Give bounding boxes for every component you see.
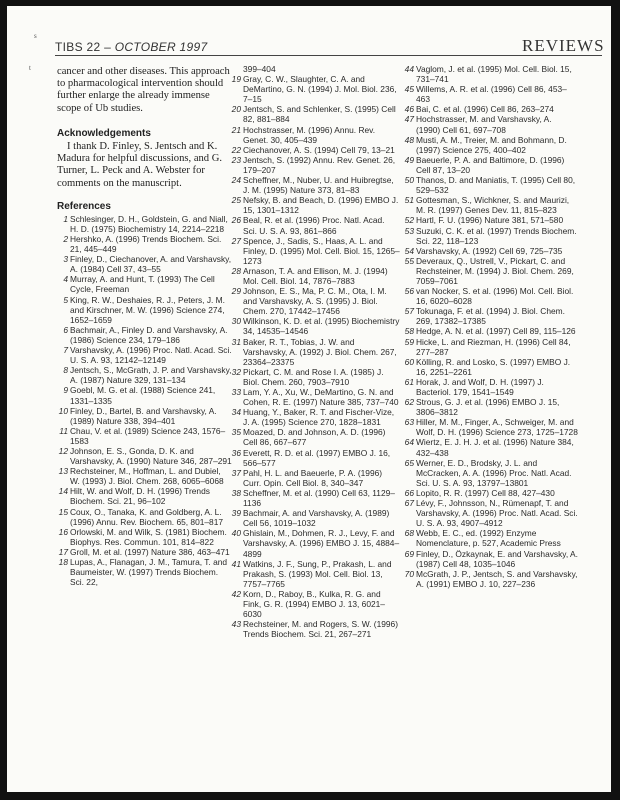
- reference-list: [403, 64, 578, 589]
- reference-number: 29: [231, 286, 241, 297]
- reference-text: Pahl, H. L. and Baeuerle, P. A. (1996) Curr. Opin. Cell Biol. 8, 340–347: [243, 467, 383, 488]
- reference-number: 55: [404, 255, 414, 266]
- reference-number: 23: [231, 154, 241, 165]
- reference-text: Lévy, F., Johnsson, N., Rümenapf, T. and Varshavsky, A. (1996) Proc. Natl. Acad. Sci. U. S. A. 93, 4907–4912: [416, 498, 578, 529]
- reference-number: 48: [404, 134, 414, 145]
- reference-text: Wilkinson, K. D. et al. (1995) Biochemistry 34, 14535–14546: [243, 316, 400, 337]
- reference-text: Baeuerle, P. A. and Baltimore, D. (1996) Cell 87, 13–20: [416, 154, 565, 175]
- reference-number: 65: [404, 457, 414, 468]
- reference-item: [403, 114, 578, 134]
- reference-number: 18: [58, 557, 68, 567]
- reference-item: [57, 486, 232, 506]
- reference-text: Webb, E. C., ed. (1992) Enzyme Nomenclature, p. 527, Academic Press: [416, 528, 561, 549]
- reference-text: Musti, A. M., Treier, M. and Bohmann, D. (1997) Science 275, 400–402: [416, 134, 567, 155]
- reference-number: 60: [404, 356, 414, 367]
- reference-item: [230, 195, 400, 215]
- header-rule: [55, 55, 600, 56]
- reference-item: [403, 155, 578, 175]
- reference-number: 38: [231, 487, 241, 498]
- reference-number: 15: [58, 506, 68, 517]
- reference-text: Pickart, C. M. and Rose I. A. (1985) J. Biol. Chem. 260, 7903–7910: [243, 366, 384, 387]
- reference-number: 51: [404, 195, 414, 206]
- reference-number: 59: [404, 336, 414, 347]
- reference-item: [57, 254, 232, 274]
- reference-number: 66: [404, 487, 414, 498]
- reference-number: 69: [404, 548, 414, 559]
- reference-item: [57, 547, 232, 557]
- reference-number: 56: [404, 286, 414, 297]
- reference-number: 35: [231, 427, 241, 438]
- reference-number: 16: [58, 526, 68, 537]
- reference-item: [57, 385, 232, 405]
- reference-text: McGrath, J. P., Jentsch, S. and Varshavsky, A. (1991) EMBO J. 10, 227–236: [416, 568, 578, 589]
- reference-number: 49: [404, 154, 414, 165]
- column-left: [57, 66, 232, 587]
- reference-number: 63: [404, 417, 414, 428]
- reference-item: [403, 549, 578, 569]
- reference-text: Scheffner, M. et al. (1990) Cell 63, 1129–1136: [243, 487, 395, 509]
- reference-item: [230, 215, 400, 235]
- reference-item: [57, 214, 232, 234]
- reference-text: Varshavsky, A. (1992) Cell 69, 725–735: [416, 245, 563, 256]
- margin-mark: t: [29, 64, 31, 72]
- reference-item: [230, 528, 400, 558]
- reference-text: Johnson, E. S., Gonda, D. K. and Varshavsky, A. (1990) Nature 346, 287–291: [70, 445, 232, 467]
- reference-number: 47: [404, 114, 414, 125]
- reference-item: [230, 74, 400, 104]
- reference-item: [403, 528, 578, 548]
- reference-text: Jentsch, S., McGrath, J. P. and Varshavsky, A. (1987) Nature 329, 131–134: [70, 365, 232, 386]
- reference-text: Groll, M. et al. (1997) Nature 386, 463–471: [70, 546, 230, 557]
- reference-item: [57, 345, 232, 365]
- reference-number: 32: [231, 366, 241, 377]
- reference-item: [403, 84, 578, 104]
- reference-number: 12: [58, 445, 68, 456]
- reference-number: 8: [63, 365, 68, 376]
- reference-text: Rechsteiner, M. and Rogers, S. W. (1996) Trends Biochem. Sci. 21, 267–271: [243, 619, 399, 640]
- reference-number: 42: [231, 588, 241, 599]
- reference-item: [57, 426, 232, 446]
- reference-text: Bachmair, A., Finley D. and Varshavsky, A. (1986) Science 234, 179–186: [70, 324, 228, 345]
- reference-text: Hershko, A. (1996) Trends Biochem. Sci. 21, 445–449: [70, 234, 222, 255]
- reference-item: [230, 488, 400, 508]
- reference-item: [230, 468, 400, 488]
- reference-number: 2: [63, 234, 68, 244]
- reference-number: 46: [404, 104, 414, 115]
- reference-number: 54: [404, 245, 414, 256]
- reference-number: 41: [231, 558, 241, 569]
- reference-text: King, R. W., Deshaies, R. J., Peters, J. M. and Kirschner, M. W. (1996) Science 274, 1652–1659: [70, 294, 225, 325]
- reference-text: Hiller, M. M., Finger, A., Schweiger, M. and Wolf, D. H. (1996) Science 273, 1725–1728: [416, 417, 578, 438]
- reference-text: Korn, D., Raboy, B., Kulka, R. G. and Fink, G. R. (1994) EMBO J. 13, 6021–6030: [243, 588, 385, 620]
- reference-item: [403, 357, 578, 377]
- reference-item: [57, 406, 232, 426]
- reference-item: [230, 589, 400, 619]
- reference-text: Hochstrasser, M. (1996) Annu. Rev. Genet. 30, 405–439: [243, 124, 376, 145]
- reference-item: [230, 559, 400, 589]
- reference-item: [57, 527, 232, 547]
- reference-text: Rechsteiner, M., Hoffman, L. and Dubiel, W. (1993) J. Biol. Chem. 268, 6065–6068: [70, 466, 224, 487]
- reference-item: [403, 246, 578, 256]
- reference-item: [230, 125, 400, 145]
- reference-text: Jentsch, S. (1992) Annu. Rev. Genet. 26, 179–207: [243, 154, 396, 175]
- acknowledgements-text: I thank D. Finley, S. Jentsch and K. Madura for helpful discussions, and G. Turner, L. Peck and A. Webster for comments on the manuscript.: [57, 140, 223, 189]
- reference-text: Orlowski, M. and Wilk, S. (1981) Biochem. Biophys. Res. Commun. 101, 814–822: [70, 526, 227, 547]
- reference-text: Varshavsky, A. (1996) Proc. Natl. Acad. Sci. U. S. A. 93, 12142–12149: [70, 345, 232, 366]
- reference-text: Bachmair, A. and Varshavsky, A. (1989) Cell 56, 1019–1032: [243, 508, 390, 529]
- reference-number: 44: [404, 64, 414, 74]
- reference-item: [57, 325, 232, 345]
- reference-item: [403, 175, 578, 195]
- reference-item: [403, 437, 578, 457]
- reference-item: [230, 175, 400, 195]
- issue-date: OCTOBER 1997: [114, 40, 208, 54]
- reference-number: 68: [404, 528, 414, 539]
- reference-item: [403, 337, 578, 357]
- reference-item: [403, 397, 578, 417]
- reference-number: 24: [231, 175, 241, 186]
- reference-text: Nefsky, B. and Beach, D. (1996) EMBO J. 15, 1301–1312: [243, 195, 399, 216]
- reference-number: 11: [59, 425, 68, 436]
- reference-text: Baker, R. T., Tobias, J. W. and Varshavsky, A. (1992) J. Biol. Chem. 267, 23364–23375: [243, 336, 397, 367]
- reference-text: Suzuki, C. K. et al. (1997) Trends Biochem. Sci. 22, 118–123: [416, 225, 577, 246]
- reference-text: Chau, V. et al. (1989) Science 243, 1576–1583: [70, 425, 226, 446]
- reference-item: [57, 557, 232, 587]
- reference-item: [403, 326, 578, 336]
- reference-item: [230, 316, 400, 336]
- reference-number: 13: [58, 466, 68, 477]
- reference-item: [403, 417, 578, 437]
- intro-paragraph: cancer and other diseases. This approach to pharmacological intervention should further enlarge the already immense scope of Ub studies.: [57, 66, 230, 114]
- reference-text: Huang, Y., Baker, R. T. and Fischer-Vize, J. A. (1995) Science 270, 1828–1831: [243, 407, 395, 428]
- reference-number: 62: [404, 397, 414, 408]
- reference-text: Arnason, T. A. and Ellison, M. J. (1994) Mol. Cell. Biol. 14, 7876–7883: [243, 265, 388, 286]
- reference-text: Schlesinger, D. H., Goldstein, G. and Niall, H. D. (1975) Biochemistry 14, 2214–2218: [70, 213, 228, 234]
- reference-text: Gottesman, S., Wichkner, S. and Maurizi, M. R. (1997) Genes Dev. 11, 815–823: [416, 195, 570, 216]
- reference-text: Willems, A. R. et al. (1996) Cell 86, 453–463: [416, 84, 567, 105]
- reference-text: Murray, A. and Hunt, T. (1993) The Cell Cycle, Freeman: [70, 274, 215, 295]
- reference-text: Hartl, F. U. (1996) Nature 381, 571–580: [416, 215, 564, 226]
- acknowledgements-heading: Acknowledgements: [57, 127, 151, 139]
- reference-number: 33: [231, 387, 241, 397]
- reference-item: [230, 337, 400, 367]
- reference-number: 14: [58, 486, 68, 497]
- reference-text: Everett, R. D. et al. (1997) EMBO J. 16, 566–577: [243, 447, 391, 468]
- reference-item: [230, 367, 400, 387]
- reference-text: 399–404: [243, 64, 276, 74]
- reference-item: [57, 466, 232, 486]
- reference-text: Hochstrasser, M. and Varshavsky, A. (1990) Cell 61, 697–708: [416, 114, 552, 135]
- reference-item: [230, 104, 400, 124]
- reference-number: 6: [63, 324, 68, 335]
- reference-number: 31: [231, 336, 241, 347]
- running-header: [55, 40, 207, 54]
- reference-text: Scheffner, M., Nuber, U. and Huibregtse, J. M. (1995) Nature 373, 81–83: [243, 175, 394, 196]
- reference-text: Gray, C. W., Slaughter, C. A. and DeMartino, G. N. (1994) J. Mol. Biol. 236, 7–15: [243, 74, 397, 105]
- reference-number: 30: [231, 316, 241, 327]
- journal-page: [7, 6, 611, 792]
- reference-item: [230, 64, 400, 74]
- reference-text: Tokunaga, F. et al. (1994) J. Biol. Chem. 269, 17382–17385: [416, 306, 565, 327]
- reference-number: 25: [231, 195, 241, 206]
- reference-item: [230, 619, 400, 639]
- journal-volume: TIBS 22 –: [55, 40, 115, 54]
- reference-item: [57, 365, 232, 385]
- reference-text: Goebl, M. G. et al. (1988) Science 241, 1331–1335: [70, 385, 216, 406]
- reference-number: 22: [231, 144, 241, 155]
- reference-number: 45: [404, 84, 414, 95]
- reference-number: 67: [404, 498, 414, 509]
- reference-number: 9: [63, 385, 68, 396]
- reference-number: 1: [63, 213, 68, 224]
- reference-number: 58: [404, 326, 414, 337]
- reference-text: Spence, J., Sadis, S., Haas, A. L. and Finley, D. (1995) Mol. Cell. Biol. 15, 1265–1273: [243, 235, 400, 266]
- reference-text: Hicke, L. and Riezman, H. (1996) Cell 84, 277–287: [416, 336, 571, 357]
- reference-item: [230, 448, 400, 468]
- column-middle: [230, 64, 400, 639]
- reference-item: [230, 145, 400, 155]
- reference-item: [403, 104, 578, 114]
- reference-item: [57, 274, 232, 294]
- reference-item: [230, 407, 400, 427]
- reference-item: [57, 234, 232, 254]
- reference-text: Watkins, J. F., Sung, P., Prakash, L. and Prakash, S. (1993) Mol. Cell. Biol. 13, 7757–7765: [243, 558, 392, 589]
- reference-text: Deveraux, Q., Ustrell, V., Pickart, C. and Rechsteiner, M. (1994) J. Biol. Chem. 269, 7059–7061: [416, 255, 574, 286]
- reference-text: Thanos, D. and Maniatis, T. (1995) Cell 80, 529–532: [416, 175, 576, 196]
- reference-item: [57, 295, 232, 325]
- reference-number: 27: [231, 235, 241, 246]
- reference-text: Finley, D., Özkaynak, E. and Varshavsky, A. (1987) Cell 48, 1035–1046: [416, 548, 578, 569]
- reference-number: 37: [231, 467, 241, 478]
- reference-item: [230, 286, 400, 316]
- reference-text: Wiertz, E. J. H. J. et al. (1996) Nature 384, 432–438: [416, 437, 574, 458]
- reference-item: [403, 256, 578, 286]
- reference-text: Strous, G. J. et al. (1996) EMBO J. 15, 3806–3812: [416, 397, 560, 418]
- reference-text: Lam, Y. A., Xu, W., DeMartino, G. N. and Cohen, R. E. (1997) Nature 385, 737–740: [243, 387, 399, 408]
- reference-item: [403, 64, 578, 84]
- reference-number: 34: [231, 407, 241, 418]
- reference-item: [403, 306, 578, 326]
- reference-text: Kölling, R. and Losko, S. (1997) EMBO J. 16, 2251–2261: [416, 356, 571, 377]
- reference-item: [57, 507, 232, 527]
- reference-text: Lopito, R. R. (1997) Cell 88, 427–430: [416, 487, 555, 498]
- reference-item: [230, 508, 400, 528]
- reference-number: 28: [231, 265, 241, 276]
- margin-mark: s: [34, 32, 37, 40]
- reference-item: [403, 498, 578, 528]
- reference-text: Jentsch, S. and Schlenker, S. (1995) Cell 82, 881–884: [243, 104, 396, 125]
- reference-text: van Nocker, S. et al. (1996) Mol. Cell. Biol. 16, 6020–6028: [416, 286, 574, 307]
- reference-number: 64: [404, 437, 414, 448]
- reference-item: [403, 195, 578, 215]
- reference-list: [57, 214, 232, 587]
- reference-text: Finley, D., Ciechanover, A. and Varshavsky, A. (1984) Cell 37, 43–55: [70, 254, 232, 275]
- reference-item: [230, 427, 400, 447]
- reference-text: Johnson, E. S., Ma, P. C. M., Ota, I. M. and Varshavsky, A. S. (1995) J. Biol. Chem. 270, 17442–17456: [243, 286, 387, 317]
- reference-item: [230, 266, 400, 286]
- reference-number: 10: [58, 405, 68, 416]
- reference-number: 43: [231, 619, 241, 630]
- reference-number: 21: [231, 124, 241, 135]
- reference-number: 20: [231, 104, 241, 115]
- reference-item: [403, 226, 578, 246]
- reference-item: [403, 488, 578, 498]
- reference-text: Werner, E. D., Brodsky, J. L. and McCracken, A. A. (1996) Proc. Natl. Acad. Sci. U. S. A. 93, 13797–13801: [416, 457, 572, 488]
- reference-text: Hilt, W. and Wolf, D. H. (1996) Trends Biochem. Sci. 21, 96–102: [70, 486, 210, 507]
- reference-number: 4: [63, 274, 68, 285]
- reference-number: 57: [404, 306, 414, 317]
- reference-number: 53: [404, 225, 414, 236]
- reference-item: [230, 236, 400, 266]
- reference-text: Coux, O., Tanaka, K. and Goldberg, A. L. (1996) Annu. Rev. Biochem. 65, 801–817: [70, 506, 224, 527]
- reference-number: 39: [231, 508, 241, 519]
- reference-item: [230, 155, 400, 175]
- reference-text: Horak, J. and Wolf, D. H. (1997) J. Bacteriol. 179, 1541–1549: [416, 376, 544, 397]
- reference-number: 17: [58, 546, 68, 557]
- reference-text: Beal, R. et al. (1996) Proc. Natl. Acad. Sci. U. S. A. 93, 861–866: [243, 215, 385, 236]
- reference-item: [57, 446, 232, 466]
- reference-item: [403, 286, 578, 306]
- reference-number: 50: [404, 175, 414, 186]
- reference-item: [403, 215, 578, 225]
- reference-text: Moazed, D. and Johnson, A. D. (1996) Cell 86, 667–677: [243, 427, 386, 448]
- reference-text: Ghislain, M., Dohmen, R. J., Levy, F. and Varshavsky, A. (1996) EMBO J. 15, 4884–4899: [243, 528, 400, 559]
- reference-number: 5: [63, 294, 68, 305]
- reference-text: Lupas, A., Flanagan, J. M., Tamura, T. and Baumeister, W. (1997) Trends Biochem. Sci. 22,: [70, 557, 228, 588]
- reference-number: 3: [63, 254, 68, 265]
- reference-text: Finley, D., Bartel, B. and Varshavsky, A. (1989) Nature 338, 394–401: [70, 405, 217, 426]
- reference-text: Vaglom, J. et al. (1995) Mol. Cell. Biol. 15, 731–741: [416, 64, 572, 85]
- reference-number: 19: [231, 74, 241, 85]
- reference-number: 40: [231, 528, 241, 539]
- references-heading: References: [57, 200, 111, 212]
- reference-item: [403, 135, 578, 155]
- reference-number: 7: [63, 345, 68, 356]
- reference-item: [403, 458, 578, 488]
- reference-number: 61: [404, 376, 414, 387]
- reference-number: 52: [404, 215, 414, 226]
- column-right: [403, 64, 578, 589]
- reference-number: 36: [231, 447, 241, 458]
- reference-list: [230, 64, 400, 639]
- reference-item: [403, 569, 578, 589]
- section-title: REVIEWS: [522, 36, 605, 55]
- reference-number: 26: [231, 215, 241, 226]
- reference-text: Bai, C. et al. (1996) Cell 86, 263–274: [416, 104, 554, 115]
- reference-number: 70: [404, 568, 414, 579]
- reference-text: Hedge, A. N. et al. (1997) Cell 89, 115–126: [416, 326, 576, 337]
- reference-item: [403, 377, 578, 397]
- reference-item: [230, 387, 400, 407]
- reference-text: Ciechanover, A. S. (1994) Cell 79, 13–21: [243, 144, 395, 155]
